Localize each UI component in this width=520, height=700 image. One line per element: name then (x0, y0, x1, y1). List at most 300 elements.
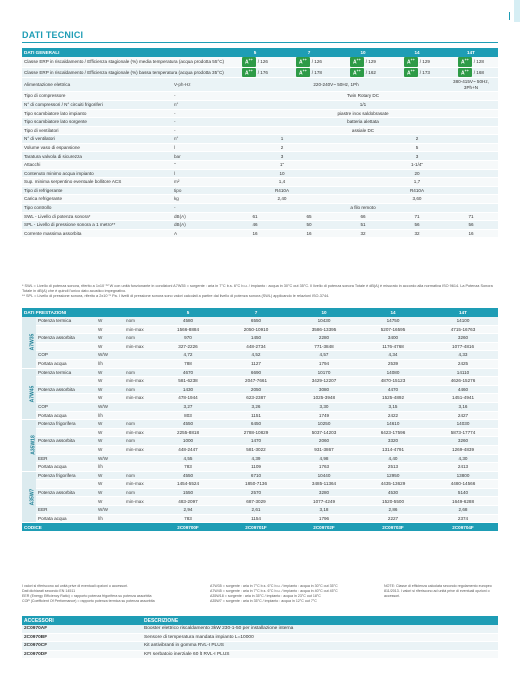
legend-definitions (22, 584, 192, 603)
footnote: * SWL = Livello di potenza sonora, riferito a 1x10⁻¹² W con unità funzionante in condizioni A7W35 = sorgente : aria in 7°C b.s. 6°C b.u. / impianto : acqua in 30°C out 35°C. Il livello di potenza sonora Totale è dB(A) è misurato in accordo alla normativa ISO 9614. La Potenza Sonora Totale in dB(A) che è quindi l'unico dato acustico impegnativo. (22, 284, 493, 293)
row-label: Potenza assorbita (36, 488, 96, 497)
row-value: 2,68 (428, 506, 498, 515)
performance-row (22, 402, 498, 411)
header-cell (96, 308, 124, 317)
erp-class-plus: ++ (464, 58, 469, 62)
accessory-description: KFI serbatoio inerziale 60 lt RVL-I PLUS (142, 650, 498, 659)
row-label: Potenza assorbita (36, 334, 96, 343)
row-value: batteria alettata (228, 118, 498, 127)
row-kind: min-max (124, 342, 154, 351)
performance-row (22, 445, 498, 454)
row-value: 1000 (154, 437, 222, 446)
accessory-description: Sensore di temperatura mandata impianto L=10000 (142, 633, 498, 642)
title-rule (22, 42, 498, 43)
erp-efficiency-value: / 129 (365, 59, 376, 65)
row-value: 32 (390, 229, 444, 238)
row-label: Tipo di refrigerante (22, 186, 172, 195)
row-value: 4550 (154, 420, 222, 429)
legend-line: EER (Energy Efficiency Ratio) = rapporto potenza frigorifera su potenza assorbita (22, 593, 152, 598)
row-value: 5037-14203 (290, 428, 358, 437)
erp-class-badge (242, 57, 256, 67)
general-row (22, 78, 498, 92)
condition-name: A35W7 (29, 488, 36, 506)
row-label: Potenza assorbita (36, 385, 96, 394)
header-cell: 14 (390, 48, 444, 57)
row-unit: W (96, 420, 124, 429)
row-label: COP (36, 402, 96, 411)
row-value: 1/1 (228, 100, 498, 109)
row-label (36, 394, 96, 403)
performance-row (22, 420, 498, 429)
general-row (22, 143, 498, 152)
erp-class-plus: ++ (248, 58, 253, 62)
row-value: 1454-5524 (154, 480, 222, 489)
row-unit: W (96, 342, 124, 351)
row-value: 2227 (358, 514, 428, 523)
accessory-description: Kit antivibranti in gomma RVL-I PLUS (142, 642, 498, 651)
product-code: 2C09702F (290, 523, 358, 532)
row-unit: - (172, 118, 228, 127)
erp-efficiency-value: / 129 (419, 59, 430, 65)
row-kind: nom (124, 420, 154, 429)
accessory-row (22, 650, 498, 659)
erp-class-letter: A (407, 59, 411, 66)
row-value: 4,34 (358, 351, 428, 360)
row-label (36, 325, 96, 334)
page-title: DATI TECNICI (22, 30, 84, 40)
row-kind (124, 402, 154, 411)
row-unit: W/W (96, 402, 124, 411)
erp-efficiency-value: / 126 (257, 59, 268, 65)
row-unit: W (96, 317, 124, 325)
erp-class-letter: A (461, 70, 465, 77)
row-unit: - (172, 109, 228, 118)
row-value: 1550 (154, 488, 222, 497)
erp-class-badge (296, 68, 310, 78)
row-value: 2513 (358, 463, 428, 472)
header-cell (172, 48, 228, 57)
row-value: Twin Rotary DC (228, 92, 498, 101)
row-unit: m² (172, 178, 228, 187)
general-row (22, 118, 498, 127)
erp-efficiency-value: / 168 (473, 69, 484, 75)
row-value: 1850-7136 (222, 480, 290, 489)
performance-row (22, 506, 498, 515)
row-value: 2050 (222, 385, 290, 394)
performance-row (22, 394, 498, 403)
row-value: 6423-17596 (358, 428, 428, 437)
row-value: 1763 (290, 463, 358, 472)
erp-cell (444, 67, 498, 78)
header-cell: 5 (154, 308, 222, 317)
erp-class-plus: ++ (248, 68, 253, 73)
row-value: 380-415V~ 50Hz, 3Ph+N (444, 78, 498, 92)
row-value: 6450 (222, 420, 290, 429)
row-value: 6690 (222, 368, 290, 377)
row-unit: W/W (96, 351, 124, 360)
row-value: 5 (336, 143, 498, 152)
row-value: 3485-11364 (290, 480, 358, 489)
row-unit: l/h (96, 463, 124, 472)
row-value: 3,15 (358, 402, 428, 411)
erp-cell (282, 67, 336, 78)
header-cell: 14T (428, 308, 498, 317)
row-value: 1077-4249 (290, 497, 358, 506)
row-value: 10 (228, 169, 336, 178)
row-value: 71 (444, 212, 498, 221)
condition-group-label (22, 471, 36, 523)
erp-efficiency-value: / 126 (311, 59, 322, 65)
row-label: Corrente massima assorbita (22, 229, 172, 238)
row-value: 14030 (428, 420, 498, 429)
erp-class-letter: A (353, 70, 357, 77)
general-row (22, 161, 498, 170)
row-value: 4470 (358, 385, 428, 394)
row-label: EER (36, 506, 96, 515)
accessory-code: 2C0970AF (22, 625, 142, 633)
row-value: 448-2734 (222, 342, 290, 351)
condition-group-label (22, 368, 36, 420)
accessory-code: 2C0970DF (22, 650, 142, 659)
row-value: 2 (228, 143, 336, 152)
row-value: 1077-4816 (428, 342, 498, 351)
row-value: 623-2387 (222, 394, 290, 403)
row-value: 1649-6288 (428, 497, 498, 506)
row-value: 1470 (222, 437, 290, 446)
erp-class-letter: A (353, 59, 357, 66)
row-label (36, 428, 96, 437)
row-value: 2374 (428, 514, 498, 523)
row-value: 478-1944 (154, 394, 222, 403)
row-value: 4,98 (290, 454, 358, 463)
row-value: 581-6238 (154, 377, 222, 386)
row-value: 220-240V~ 50Hz, 1Ph (228, 78, 444, 92)
row-value: 327-2226 (154, 342, 222, 351)
row-unit: l (172, 143, 228, 152)
row-unit: - (172, 204, 228, 213)
row-kind: min-max (124, 428, 154, 437)
row-unit: l/h (96, 514, 124, 523)
row-label (36, 445, 96, 454)
row-value: 3,30 (290, 402, 358, 411)
erp-class-badge (296, 57, 310, 67)
row-value: 3080 (290, 385, 358, 394)
row-unit: - (172, 92, 228, 101)
row-value: 6550 (222, 317, 290, 325)
header-cell: DATI PRESTAZIONI (22, 308, 96, 317)
row-value: 3 (336, 152, 498, 161)
row-value: 2425 (428, 359, 498, 368)
row-unit: W (96, 334, 124, 343)
row-unit: W/W (96, 506, 124, 515)
erp-class-plus: ++ (356, 58, 361, 62)
row-value: 4550 (154, 471, 222, 480)
row-value: piastre inox saldobrasate (228, 109, 498, 118)
row-value: 16 (444, 229, 498, 238)
row-value: 2,94 (154, 506, 222, 515)
general-row (22, 186, 498, 195)
row-value: 931-3867 (290, 445, 358, 454)
codes-row (22, 523, 498, 532)
row-kind: nom (124, 368, 154, 377)
header-cell: 14 (358, 308, 428, 317)
erp-class-plus: ++ (302, 58, 307, 62)
row-value: 1430 (154, 385, 222, 394)
row-value: 4870-15123 (358, 377, 428, 386)
row-value: 4580 (154, 317, 222, 325)
erp-class-plus: ++ (410, 68, 415, 73)
row-kind (124, 514, 154, 523)
row-label: Carica refrigerante (22, 195, 172, 204)
row-label: Portata acqua (36, 411, 96, 420)
row-unit: W/W (96, 454, 124, 463)
row-value: 1109 (222, 463, 290, 472)
row-value: 10250 (290, 420, 358, 429)
product-code: 2C09703F (358, 523, 428, 532)
condition-name: A7W35 (29, 333, 36, 351)
row-value: 65 (282, 212, 336, 221)
row-label: SWL - Livello di potenza sonora* (22, 212, 172, 221)
row-label: N° di ventilatori (22, 135, 172, 144)
performance-row (22, 359, 498, 368)
row-value: 56 (444, 221, 498, 230)
performance-row (22, 368, 498, 377)
performance-row (22, 334, 498, 343)
general-row (22, 92, 498, 101)
row-value: 14110 (428, 368, 498, 377)
row-label: Portata acqua (36, 463, 96, 472)
row-label: Tipo scambiatore lato impianto (22, 109, 172, 118)
legend-line: COP (Coefficient Of Performance) = rapporto potenza termica su potenza assorbita (22, 598, 155, 603)
header-cell: 5 (228, 48, 282, 57)
condition-group-label (22, 420, 36, 472)
erp-label: Classe ERP in riscaldamento / Efficienza stagionale (%) bassa temperatura (acqua prodotta 35°C) (22, 67, 228, 78)
header-cell: 10 (336, 48, 390, 57)
performance-data-table (22, 308, 498, 531)
row-kind (124, 506, 154, 515)
row-unit: W (96, 480, 124, 489)
performance-row (22, 463, 498, 472)
row-value: 4,55 (154, 454, 222, 463)
header-cell: 7 (222, 308, 290, 317)
general-row (22, 204, 498, 213)
header-cell: DESCRIZIONE (142, 616, 498, 625)
general-row (22, 229, 498, 238)
row-label: Tipo scambiatore lato sorgente (22, 118, 172, 127)
general-row (22, 126, 498, 135)
row-value: 4,52 (222, 351, 290, 360)
row-value: 3260 (428, 437, 498, 446)
row-unit: kg (172, 195, 228, 204)
row-value: 1794 (290, 359, 358, 368)
row-value: 2050-10910 (222, 325, 290, 334)
product-code: 2C09700F (154, 523, 222, 532)
row-unit: W (96, 488, 124, 497)
erp-cell (336, 57, 390, 67)
erp-class-letter: A (245, 70, 249, 77)
row-value: 14750 (358, 317, 428, 325)
footnote: ** SPL = Livello di pressione sonora, riferito a 2x10⁻⁵ Pa. I livelli di pressione sonora sono valori calcolati a partire dal livello di potenza sonora (SWL) applicando le relazioni ISO-3744. (22, 293, 330, 298)
accessory-code: 2C0970BF (22, 633, 142, 642)
row-value: 5873-17774 (428, 428, 498, 437)
general-row (22, 135, 498, 144)
row-unit: n° (172, 100, 228, 109)
row-value: 2060 (290, 437, 358, 446)
row-label: Potenza assorbita (36, 437, 96, 446)
performance-row (22, 437, 498, 446)
row-unit: tipo (172, 186, 228, 195)
row-value: 1025-3948 (290, 394, 358, 403)
legend-line: A7W45 = sorgente : aria in 7°C b.s. 6°C b.u. / impianto : acqua in 40°C out 45°C (210, 588, 338, 593)
row-label (36, 497, 96, 506)
erp-cell (228, 67, 282, 78)
legend-line: A35W18 = sorgente : aria in 35°C / impianto : acqua in 23°C out 18°C (210, 593, 321, 598)
row-unit: dB(A) (172, 212, 228, 221)
legend-note (384, 584, 498, 599)
row-kind (124, 351, 154, 360)
row-unit: - (172, 126, 228, 135)
row-value: R410A (228, 186, 336, 195)
row-value: 788 (154, 359, 222, 368)
row-value: 771-3848 (290, 342, 358, 351)
row-value: 1796 (290, 514, 358, 523)
erp-class-plus: ++ (464, 68, 469, 73)
header-cell: ACCESSORI (22, 616, 142, 625)
row-unit: " (172, 161, 228, 170)
row-label: Contenuto minimo acqua impianto (22, 169, 172, 178)
row-unit: l (172, 169, 228, 178)
erp-class-letter: A (407, 70, 411, 77)
row-label: Tipo di compressore (22, 92, 172, 101)
row-kind (124, 463, 154, 472)
row-value: 2255-8818 (154, 428, 222, 437)
row-value: 2,86 (358, 506, 428, 515)
row-value: 2,40 (228, 195, 336, 204)
row-unit: W (96, 377, 124, 386)
general-header-row (22, 48, 498, 57)
row-value: 4,40 (358, 454, 428, 463)
general-row (22, 100, 498, 109)
row-value: 14100 (428, 317, 498, 325)
general-row (22, 195, 498, 204)
performance-row (22, 385, 498, 394)
row-value: assiale DC (228, 126, 498, 135)
row-value: R410A (336, 186, 498, 195)
erp-class-badge (458, 68, 472, 78)
general-row (22, 169, 498, 178)
general-row (22, 152, 498, 161)
row-value: 1525-4892 (358, 394, 428, 403)
row-kind: min-max (124, 480, 154, 489)
row-kind (124, 411, 154, 420)
performance-row (22, 480, 498, 489)
erp-class-plus: ++ (356, 68, 361, 73)
row-kind: nom (124, 471, 154, 480)
row-value: 3429-12207 (290, 377, 358, 386)
row-value: 1314-4791 (358, 445, 428, 454)
row-value: 1176-4768 (358, 342, 428, 351)
row-value: 13800 (428, 471, 498, 480)
row-kind: min-max (124, 445, 154, 454)
accessories-table (22, 616, 498, 659)
accessory-code: 2C0970CF (22, 642, 142, 651)
row-value: 51 (336, 221, 390, 230)
row-value: 3586-13395 (290, 325, 358, 334)
row-value: 2413 (428, 463, 498, 472)
row-label: Tipo di ventilatori (22, 126, 172, 135)
erp-row (22, 67, 498, 78)
performance-row (22, 317, 498, 325)
erp-cell (228, 57, 282, 67)
header-cell: 10 (290, 308, 358, 317)
row-label: Alimentazione elettrica (22, 78, 172, 92)
row-label: Sup. minima serpentino eventuale bollitore ACS (22, 178, 172, 187)
row-value: 1154 (222, 514, 290, 523)
row-value: 20 (336, 169, 498, 178)
row-value: 2 (336, 135, 498, 144)
row-value: 2539 (358, 359, 428, 368)
erp-class-letter: A (461, 59, 465, 66)
erp-class-badge (242, 68, 256, 78)
row-value: 50 (282, 221, 336, 230)
erp-efficiency-value: / 128 (473, 59, 484, 65)
row-value: a filo remoto (228, 204, 498, 213)
row-value: 1520-5500 (358, 497, 428, 506)
legend-line: A7W35 = sorgente : aria in 7°C b.s. 6°C b.u. / impianto : acqua in 30°C out 35°C (210, 584, 338, 588)
general-notes (22, 284, 498, 299)
row-label: SPL - Livello di pressione sonora a 1 metro** (22, 221, 172, 230)
row-label: Potenza termica (36, 368, 96, 377)
row-unit: W (96, 428, 124, 437)
row-value: 2,61 (222, 506, 290, 515)
row-unit: dB(A) (172, 221, 228, 230)
row-value: 3,60 (336, 195, 498, 204)
row-unit: W (96, 394, 124, 403)
performance-row (22, 454, 498, 463)
row-value: 3320 (358, 437, 428, 446)
corner-accent (514, 0, 520, 22)
row-value: 3,27 (154, 402, 222, 411)
row-value: 3,16 (428, 402, 498, 411)
codes-label: CODICE (22, 523, 154, 532)
accessories-header-row (22, 616, 498, 625)
erp-cell (282, 57, 336, 67)
legend-line: A35W7 = sorgente : aria in 35°C / impianto : acqua in 12°C out 7°C (210, 598, 317, 603)
row-kind: min-max (124, 377, 154, 386)
row-value: 2422 (358, 411, 428, 420)
header-cell (124, 308, 154, 317)
erp-class-badge (404, 57, 418, 67)
performance-row (22, 471, 498, 480)
row-value: 1269-4839 (428, 445, 498, 454)
erp-class-letter: A (299, 59, 303, 66)
row-label (36, 377, 96, 386)
row-unit: W (96, 445, 124, 454)
row-value: 32 (336, 229, 390, 238)
row-value: 5207-16595 (358, 325, 428, 334)
row-value: 56 (390, 221, 444, 230)
erp-class-letter: A (245, 59, 249, 66)
condition-name: A35W18 (30, 435, 37, 456)
row-value: 4530 (358, 488, 428, 497)
row-value: 1,4 (228, 178, 336, 187)
row-label: Portata acqua (36, 514, 96, 523)
legend-line: Dati dichiarati secondo EN 14511 (22, 588, 76, 593)
condition-name: A7W45 (29, 385, 36, 403)
general-row (22, 221, 498, 230)
row-unit: A (172, 229, 228, 238)
erp-class-plus: ++ (410, 58, 415, 62)
